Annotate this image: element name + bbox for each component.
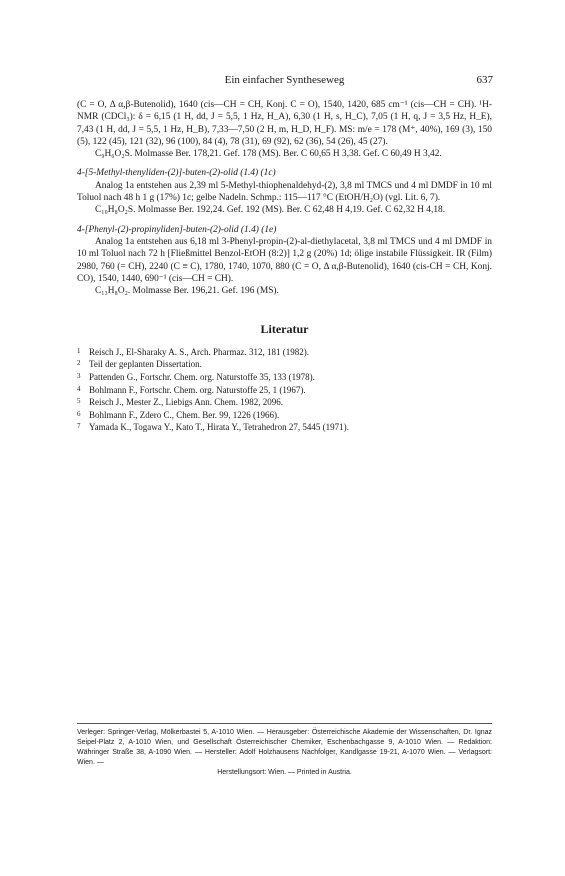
reference-item: 6 Bohlmann F., Zdero C., Chem. Ber. 99, 1226 (1966). [77, 409, 280, 420]
reference-item: 5 Reisch J., Mester Z., Liebigs Ann. Chem. 1982, 2096. [77, 397, 283, 408]
reference-item: 1 Reisch J., El-Sharaky A. S., Arch. Pharmaz. 312, 181 (1982). [77, 346, 309, 357]
publisher-info: Verleger: Springer-Verlag, Mölkerbastei 5, A-1010 Wien. — Herausgeber: Österreichische Akademie der Wissenschaften, Dr. Ignaz Seipel-Platz 2, A-1010 Wien, und Gesellschaft Österreichischer Chemiker, Eschenbachgasse 9, A-1010 Wien. — Redaktion: Währinger Straße 38, A-1090 Wien. — Hersteller: Adolf Holzhausens Nachfolger, Kandlgasse 19-21, A-1070 Wien. — Verlagsort: Wien. — [77, 729, 492, 766]
formula-line-1c: C₁₀H₈O₂S. Molmasse Ber. 192,24. Gef. 192 (MS). Ber. C 62,48 H 4,19. Gef. C 62,32 H 4,18. [95, 205, 446, 216]
reference-item: 2 Teil der geplanten Dissertation. [77, 359, 202, 370]
printed-in: Herstellungsort: Wien. — Printed in Austria. [217, 769, 352, 776]
publisher-footer [77, 728, 492, 778]
article-body [77, 99, 492, 434]
formula-line-1b: C₉H₆O₂S. Molmasse Ber. 178,21. Gef. 178 (MS). Ber. C 60,65 H 3,38. Gef. C 60,49 H 3,42. [95, 149, 442, 160]
formula-line-1e: C₁₃H₈O₂. Molmasse Ber. 196,21. Gef. 196 (MS). [95, 286, 279, 297]
reference-item: 3 Pattenden G., Fortschr. Chem. org. Naturstoffe 35, 133 (1978). [77, 371, 315, 382]
footer-divider [77, 723, 492, 724]
running-header [76, 74, 493, 88]
running-title: Ein einfacher Syntheseweg [224, 74, 345, 86]
procedure-paragraph-1c: Analog 1a entstehen aus 2,39 ml 5-Methyl-thiophenaldehyd-(2), 3,8 ml TMCS und 4 ml DMDF in 10 ml Toluol nach 48 h 1 g (17%) 1c; gelbe Nadeln. Schmp.: 115—117 °C (EtOH/H₂O) (vgl. Lit. 6, 7). [77, 180, 492, 204]
reference-item: 7 Yamada K., Togawa Y., Kato T., Hirata Y., Tetrahedron 27, 5445 (1971). [77, 422, 349, 433]
reference-list [77, 346, 492, 434]
literature-heading: Literatur [260, 322, 309, 337]
procedure-paragraph-1e: Analog 1a entstehen aus 6,18 ml 3-Phenyl-propin-(2)-al-diethylacetal, 3,8 ml TMCS und 4 ml DMDF in 10 ml Toluol nach 72 h [Fließmittel Benzol-EtOH (8:2)] 1,2 g (20%) 1d; ölige instabile Flüssigkeit. IR (Film) 2980, 760 (= CH), 2240 (C ≡ C), 1780, 1740, 1070, 880 (C = O, Δ α,β-Butenolid), 1640 (cis-CH = CH, Konj. CO), 1540, 1440, 690⁻¹ (cis—CH = CH). [77, 236, 492, 284]
compound-heading-1e: 4-[Phenyl-(2)-propinyliden]-buten-(2)-olid (1.4) (1e) [77, 224, 277, 235]
page-number: 637 [476, 74, 493, 86]
compound-heading-1c: 4-[5-Methyl-thenyliden-(2)]-buten-(2)-olid (1.4) (1c) [77, 168, 276, 179]
spectral-data-paragraph: (C = O, Δ α,β-Butenolid), 1640 (cis—CH = CH, Konj. C = O), 1540, 1420, 685 cm⁻¹ (cis—CH = CH). ¹H-NMR (CDCl₃): δ = 6,15 (1 H, dd, J = 5,5, 1 Hz, H_A), 6,30 (1 H, s, H_C), 7,05 (1 H, q, J = 3,5 Hz, H_E), 7,43 (1 H, dd, J = 5,5, 1 Hz, H_B), 7,33—7,50 (2 H, m, H_D, H_F). MS: m/e = 178 (M⁺, 40%), 169 (3), 150 (5), 122 (45), 121 (32), 96 (100), 84 (4), 78 (31), 69 (92), 62 (36), 54 (26), 45 (27). [77, 100, 492, 147]
reference-item: 4 Bohlmann F., Fortschr. Chem. org. Naturstoffe 25, 1 (1967). [77, 384, 306, 395]
